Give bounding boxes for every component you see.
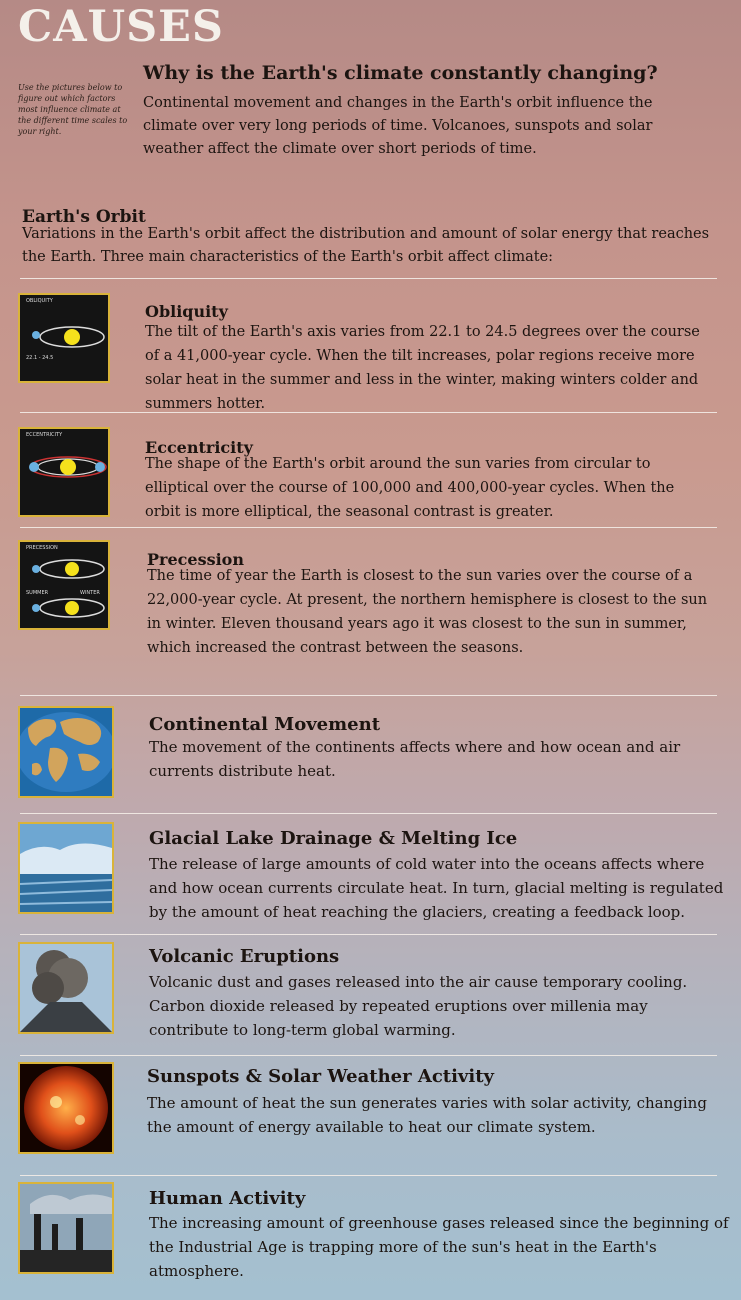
- divider: [20, 1055, 717, 1056]
- orbit-heading: Earth's Orbit: [22, 207, 146, 227]
- sunspots-body: The amount of heat the sun generates varies with solar activity, changing the amount of energy available to heat our climate system.: [147, 1094, 707, 1136]
- orbit-body: Variations in the Earth's orbit affect the distribution and amount of solar energy that reaches the Earth. Three main characteristics of the Earth's orbit affect climate:: [22, 226, 710, 265]
- eccentricity-diagram: [18, 427, 110, 517]
- continental-movement-title: Continental Movement: [149, 714, 381, 735]
- volcano-image: [18, 942, 114, 1034]
- precession-body: The time of year the Earth is closest to the sun varies over the course of a 22,000-year cycle. At present, the northern hemisphere is closest to the sun in winter. Eleven thousand years ago it was closest to the sun in summer, which increased the contrast between the seasons.: [147, 568, 708, 656]
- glacial-title: Glacial Lake Drainage & Melting Ice: [149, 828, 518, 849]
- orbit-ellipse-icon: [20, 542, 108, 628]
- volcanic-body: Volcanic dust and gases released into the air cause temporary cooling. Carbon dioxide released by repeated eruptions over millenia may contribute to long-term global warming.: [149, 973, 688, 1039]
- obliquity-diagram: [18, 293, 110, 383]
- precession-diagram-winter: WINTER: [80, 590, 100, 596]
- continental-movement-body: The movement of the continents affects where and how ocean and air currents distribute heat.: [149, 738, 681, 780]
- divider: [20, 1175, 717, 1176]
- obliquity-diagram-label: OBLIQUITY: [26, 298, 53, 304]
- world-map-icon: [20, 708, 112, 796]
- eccentricity-diagram-label: ECCENTRICITY: [26, 432, 63, 438]
- precession-diagram-label: PRECESSION: [26, 545, 58, 551]
- glacier-image: [18, 822, 114, 914]
- intro-body: Continental movement and changes in the Earth's orbit influence the climate over very long periods of time. Volcanoes, sunspots and solar weather affect the climate over short periods of time.: [143, 95, 653, 157]
- divider: [20, 278, 717, 279]
- precession-title: Precession: [147, 550, 244, 569]
- precession-diagram-summer: SUMMER: [26, 590, 49, 596]
- sun-icon: [20, 1064, 112, 1152]
- divider: [20, 695, 717, 696]
- eccentricity-body: The shape of the Earth's orbit around the sun varies from circular to elliptical over the course of 100,000 and 400,000-year cycles. When the orbit is more elliptical, the seasonal contrast is greater.: [145, 456, 675, 520]
- intro-heading: Why is the Earth's climate constantly changing?: [143, 62, 658, 84]
- obliquity-title: Obliquity: [145, 302, 228, 321]
- glacier-icon: [20, 824, 112, 912]
- obliquity-diagram-sublabel: 22.1 - 24.5: [26, 355, 54, 361]
- orbit-ellipse-icon: [20, 295, 108, 381]
- sunspots-title: Sunspots & Solar Weather Activity: [147, 1066, 495, 1087]
- continental-map-image: [18, 706, 114, 798]
- page-title: CAUSES: [18, 2, 224, 52]
- sidenote: Use the pictures below to figure out which factors most influence climate at the different time scales to your right.: [18, 83, 128, 136]
- divider: [20, 527, 717, 528]
- factory-smokestacks-icon: [20, 1184, 112, 1272]
- precession-diagram: [18, 540, 110, 630]
- factory-image: [18, 1182, 114, 1274]
- sun-image: [18, 1062, 114, 1154]
- obliquity-body: The tilt of the Earth's axis varies from 22.1 to 24.5 degrees over the course of a 41,000-year cycle. When the tilt increases, polar regions receive more solar heat in the summer and less in the winter, making winters colder and summers hotter.: [145, 324, 700, 412]
- divider: [20, 934, 717, 935]
- human-activity-body: The increasing amount of greenhouse gases released since the beginning of the Industrial Age is trapping more of the sun's heat in the Earth's atmosphere.: [149, 1214, 729, 1280]
- human-activity-title: Human Activity: [149, 1188, 306, 1209]
- eccentricity-title: Eccentricity: [145, 438, 253, 457]
- orbit-ellipse-icon: [20, 429, 108, 515]
- divider: [20, 813, 717, 814]
- volcanic-title: Volcanic Eruptions: [149, 946, 340, 967]
- volcano-icon: [20, 944, 112, 1032]
- glacial-body: The release of large amounts of cold water into the oceans affects where and how ocean currents circulate heat. In turn, glacial melting is regulated by the amount of heat reaching the glaciers, creating a feedback loop.: [149, 855, 724, 921]
